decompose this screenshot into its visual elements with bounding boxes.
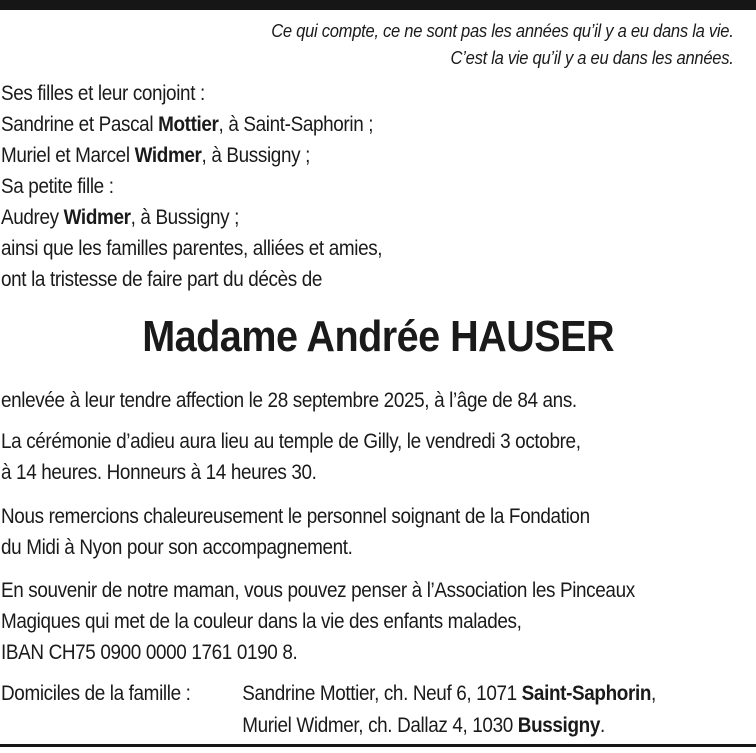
- epigraph-quote: [272, 18, 734, 72]
- address-line: Sandrine Mottier, ch. Neuf 6, 1071 Saint-Saphorin,: [242, 682, 656, 705]
- address-list: [242, 678, 656, 742]
- announcement-line: ont la tristesse de faire part du décès de: [1, 268, 323, 291]
- family-list: [1, 78, 382, 295]
- addresses-label: Domiciles de la famille :: [1, 682, 191, 705]
- family-member-line: Muriel et Marcel Widmer, à Bussigny ;: [1, 144, 310, 167]
- family-heading-daughters: Ses filles et leur conjoint :: [1, 82, 205, 105]
- address-line: Muriel Widmer, ch. Dallaz 4, 1030 Bussigny.: [242, 714, 605, 737]
- thanks-paragraph: Nous remercions chaleureusement le personnel soignant de la Fondation du Midi à Nyon pour son accompagnement.: [1, 505, 590, 559]
- epigraph-line: C’est la vie qu’il y a eu dans les années.: [451, 48, 734, 68]
- iban: IBAN CH75 0900 0000 1761 0190 8.: [1, 641, 298, 664]
- epigraph-line: Ce qui compte, ce ne sont pas les années qu’il y a eu dans la vie.: [271, 21, 734, 41]
- deceased-name: Madame Andrée HAUSER: [142, 312, 614, 361]
- locality: Saint-Saphorin: [521, 682, 652, 705]
- donation-paragraph: En souvenir de notre maman, vous pouvez penser à l’Association les Pinceaux Magiques qui met de la couleur dans la vie des enfants malades, IBAN CH75 0900 0000 1761 0190 8.: [1, 575, 635, 668]
- surname: Mottier: [158, 113, 219, 136]
- family-heading-granddaughter: Sa petite fille :: [1, 175, 114, 198]
- family-member-line: Audrey Widmer, à Bussigny ;: [1, 206, 240, 229]
- surname: Widmer: [63, 206, 131, 229]
- locality: Bussigny: [517, 714, 600, 737]
- top-border-rule: [0, 0, 756, 10]
- bottom-border-rule: [0, 744, 756, 747]
- family-relatives-line: ainsi que les familles parentes, alliées et amies,: [1, 237, 383, 260]
- death-notice: enlevée à leur tendre affection le 28 septembre 2025, à l’âge de 84 ans.: [1, 389, 577, 412]
- ceremony-paragraph: La cérémonie d’adieu aura lieu au temple de Gilly, le vendredi 3 octobre, à 14 heures. Honneurs à 14 heures 30.: [1, 430, 581, 484]
- family-member-line: Sandrine et Pascal Mottier, à Saint-Saphorin ;: [1, 113, 374, 136]
- surname: Widmer: [134, 144, 202, 167]
